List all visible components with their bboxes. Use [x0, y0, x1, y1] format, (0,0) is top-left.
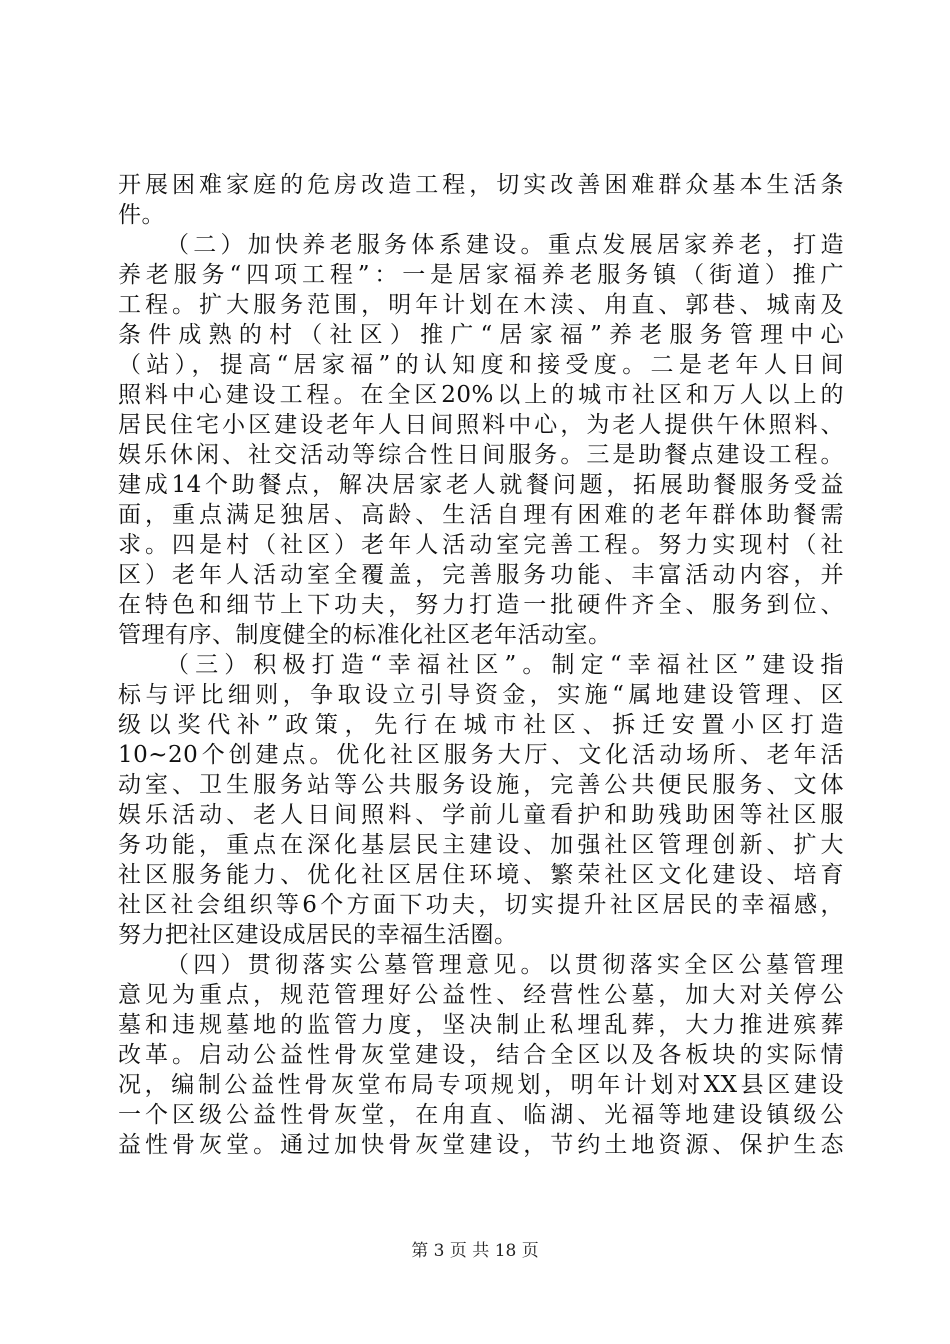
text-line: 努力把社区建设成居民的幸福生活圈。: [118, 922, 518, 948]
text-line: （站），提高“居家福”的认知度和接受度。二是老年人日间: [118, 352, 844, 378]
text-line: 区）老年人活动室全覆盖，完善服务功能、丰富活动内容，并: [118, 562, 844, 588]
text-line: 动室、卫生服务站等公共服务设施，完善公共便民服务、文体: [118, 772, 844, 798]
paragraph-heading-line: （四）贯彻落实公墓管理意见。以贯彻落实全区公墓管理: [166, 952, 844, 978]
paragraph-heading-line: （三）积极打造“幸福社区”。制定“幸福社区”建设指: [166, 652, 844, 678]
text-line: 照料中心建设工程。在全区20%以上的城市社区和万人以上的: [118, 382, 844, 408]
text-line: 墓和违规墓地的监管力度，坚决制止私埋乱葬，大力推进殡葬: [118, 1012, 844, 1038]
page-number-footer: 第 3 页 共 18 页: [411, 1241, 539, 1261]
text-line: 养老服务“四项工程”：一是居家福养老服务镇（街道）推广: [118, 262, 844, 288]
text-line: 开展困难家庭的危房改造工程，切实改善困难群众基本生活条: [118, 172, 844, 198]
text-line: 务功能，重点在深化基层民主建设、加强社区管理创新、扩大: [118, 832, 844, 858]
text-line: 社区服务能力、优化社区居住环境、繁荣社区文化建设、培育: [118, 862, 844, 888]
text-line: 条件成熟的村（社区）推广“居家福”养老服务管理中心: [118, 322, 844, 348]
text-line: 求。四是村（社区）老年人活动室完善工程。努力实现村（社: [118, 532, 844, 558]
text-line: 工程。扩大服务范围，明年计划在木渎、甪直、郭巷、城南及: [118, 292, 844, 318]
text-line: 娱乐休闲、社交活动等综合性日间服务。三是助餐点建设工程。: [118, 442, 844, 468]
text-line: 件。: [118, 202, 165, 228]
text-line: 改革。启动公益性骨灰堂建设，结合全区以及各板块的实际情: [118, 1042, 844, 1068]
text-line: 级以奖代补”政策，先行在城市社区、拆迁安置小区打造: [118, 712, 844, 738]
text-line: 面，重点满足独居、高龄、生活自理有困难的老年群体助餐需: [118, 502, 844, 528]
text-line: 管理有序、制度健全的标准化社区老年活动室。: [118, 622, 612, 648]
document-body: [118, 170, 844, 1160]
text-line: 标与评比细则，争取设立引导资金，实施“属地建设管理、区: [118, 682, 844, 708]
text-line: 社区社会组织等6个方面下功夫，切实提升社区居民的幸福感，: [118, 892, 844, 918]
paragraph-heading-line: （二）加快养老服务体系建设。重点发展居家养老，打造: [166, 232, 844, 258]
text-line: 10~20个创建点。优化社区服务大厅、文化活动场所、老年活: [118, 742, 844, 768]
text-line: 居民住宅小区建设老年人日间照料中心，为老人提供午休照料、: [118, 412, 844, 438]
text-line: 在特色和细节上下功夫，努力打造一批硬件齐全、服务到位、: [118, 592, 844, 618]
text-line: 建成14个助餐点，解决居家老人就餐问题，拓展助餐服务受益: [118, 472, 844, 498]
text-line: 娱乐活动、老人日间照料、学前儿童看护和助残助困等社区服: [118, 802, 844, 828]
text-line: 况，编制公益性骨灰堂布局专项规划，明年计划对XX县区建设: [118, 1072, 844, 1098]
text-line: 一个区级公益性骨灰堂，在甪直、临湖、光福等地建设镇级公: [118, 1102, 844, 1128]
text-line: 益性骨灰堂。通过加快骨灰堂建设，节约土地资源、保护生态: [118, 1132, 844, 1158]
text-line: 意见为重点，规范管理好公益性、经营性公墓，加大对关停公: [118, 982, 844, 1008]
